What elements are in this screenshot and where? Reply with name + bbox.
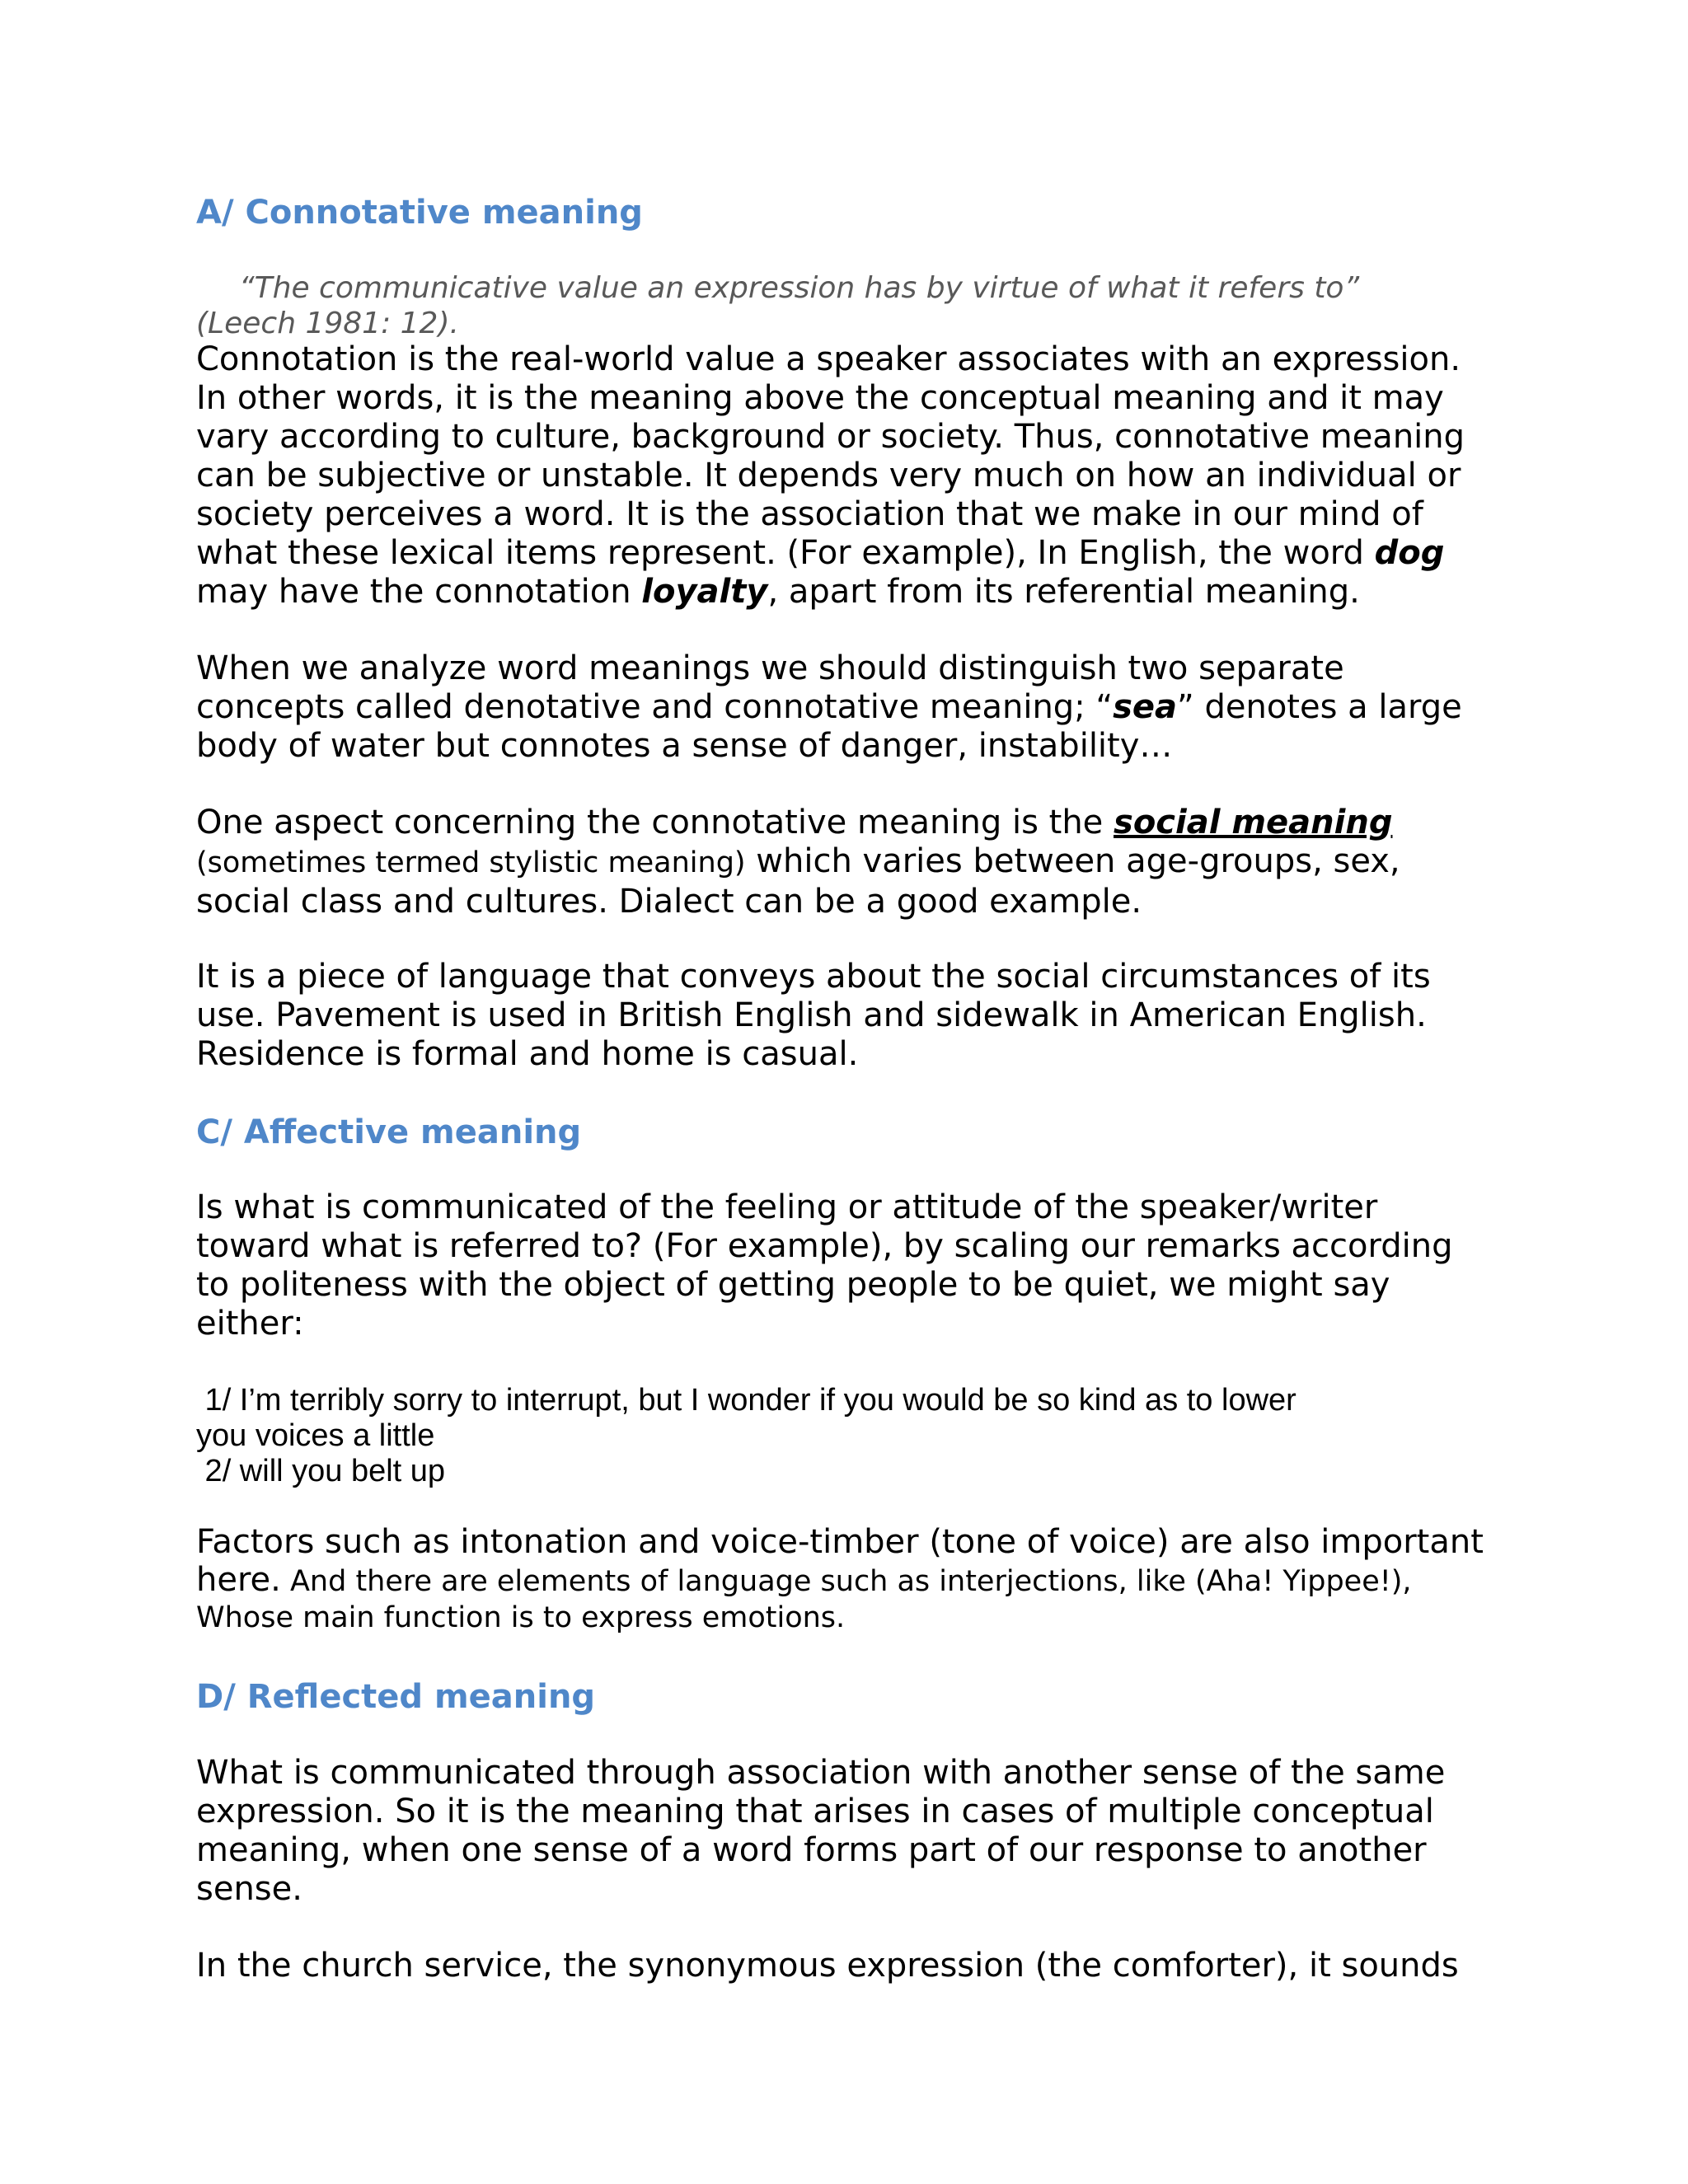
text-line: either:	[196, 1305, 304, 1343]
text-line: Is what is communicated of the feeling or attitude of the speaker/writer	[196, 1188, 1378, 1226]
text-line: society perceives a word. It is the association that we make in our mind of	[196, 495, 1423, 533]
paragraph-social-meaning	[196, 804, 1515, 921]
paragraph-denotative-connotative	[196, 649, 1515, 766]
text-run: which varies between age-groups, sex,	[745, 842, 1400, 880]
text-line: to politeness with the object of getting people to be quiet, we might say	[196, 1266, 1390, 1304]
section-heading-reflected: D/ Reflected meaning	[196, 1678, 596, 1716]
paragraph-church-service	[196, 1947, 1515, 1985]
text-line: When we analyze word meanings we should distinguish two separate	[196, 649, 1344, 687]
text-line: Factors such as intonation and voice-timber (tone of voice) are also important	[196, 1523, 1484, 1561]
quote-line: “The communicative value an expression has by virtue of what it refers to”	[239, 271, 1360, 305]
text-line: Whose main function is to express emotions.	[196, 1601, 846, 1634]
text-run: here.	[196, 1561, 281, 1599]
text-line	[196, 804, 1515, 842]
text-line	[196, 688, 1515, 727]
text-line: social class and cultures. Dialect can be a good example.	[196, 883, 1142, 921]
example-line: you voices a little	[196, 1418, 435, 1453]
text-line	[196, 534, 1515, 573]
text-run: concepts called denotative and connotative meaning; “	[196, 688, 1114, 726]
paragraph-social-circumstances	[196, 958, 1515, 1074]
text-line: expression. So it is the meaning that arises in cases of multiple conceptual	[196, 1793, 1434, 1830]
text-run: may have the connotation	[196, 573, 642, 611]
paragraph-affective-definition	[196, 1188, 1515, 1343]
text-line	[196, 573, 1515, 612]
emphasis-loyalty: loyalty	[641, 573, 768, 611]
quote-citation: (Leech 1981: 12).	[196, 307, 459, 340]
politeness-examples	[196, 1383, 1296, 1489]
text-line	[196, 1562, 1515, 1600]
text-line: toward what is referred to? (For example), by scaling our remarks according	[196, 1227, 1453, 1265]
text-run: , apart from its referential meaning.	[767, 573, 1360, 611]
text-line: vary according to culture, background or society. Thus, connotative meaning	[196, 418, 1465, 456]
text-run: (sometimes termed stylistic meaning)	[196, 846, 746, 879]
text-line	[196, 842, 1515, 883]
text-line: Residence is formal and home is casual.	[196, 1035, 859, 1073]
text-line: What is communicated through association with another sense of the same	[196, 1754, 1446, 1792]
section-heading-connotative: A/ Connotative meaning	[196, 194, 643, 232]
section-heading-affective: C/ Affective meaning	[196, 1113, 582, 1151]
text-run: what these lexical items represent. (For example), In English, the word	[196, 534, 1375, 572]
text-line: In the church service, the synonymous expression (the comforter), it sounds	[196, 1947, 1459, 1985]
paragraph-reflected-definition	[196, 1754, 1515, 1909]
paragraph-intonation	[196, 1523, 1515, 1636]
emphasis-social-meaning: social meaning	[1114, 804, 1393, 841]
text-run: ” denotes a large	[1177, 688, 1462, 726]
text-line: use. Pavement is used in British English and sidewalk in American English.	[196, 996, 1427, 1034]
example-line: 2/ will you belt up	[196, 1454, 446, 1488]
leech-quote	[196, 270, 1432, 341]
emphasis-sea: sea	[1113, 688, 1178, 726]
text-line: Connotation is the real-world value a speaker associates with an expression.	[196, 340, 1461, 378]
text-line: can be subjective or unstable. It depends very much on how an individual or	[196, 457, 1461, 494]
text-line: meaning, when one sense of a word forms part of our response to another	[196, 1831, 1427, 1869]
text-line: body of water but connotes a sense of danger, instability…	[196, 727, 1173, 765]
text-run: And there are elements of language such as interjections, like (Aha! Yippee!),	[280, 1565, 1412, 1598]
paragraph-connotation-definition	[196, 340, 1515, 612]
text-line: In other words, it is the meaning above the conceptual meaning and it may	[196, 379, 1444, 417]
text-line: It is a piece of language that conveys about the social circumstances of its	[196, 958, 1431, 996]
emphasis-dog: dog	[1374, 534, 1445, 572]
text-run: One aspect concerning the connotative meaning is the	[196, 804, 1114, 841]
text-line: sense.	[196, 1870, 302, 1908]
example-line: 1/ I’m terribly sorry to interrupt, but I wonder if you would be so kind as to lower	[196, 1383, 1296, 1418]
